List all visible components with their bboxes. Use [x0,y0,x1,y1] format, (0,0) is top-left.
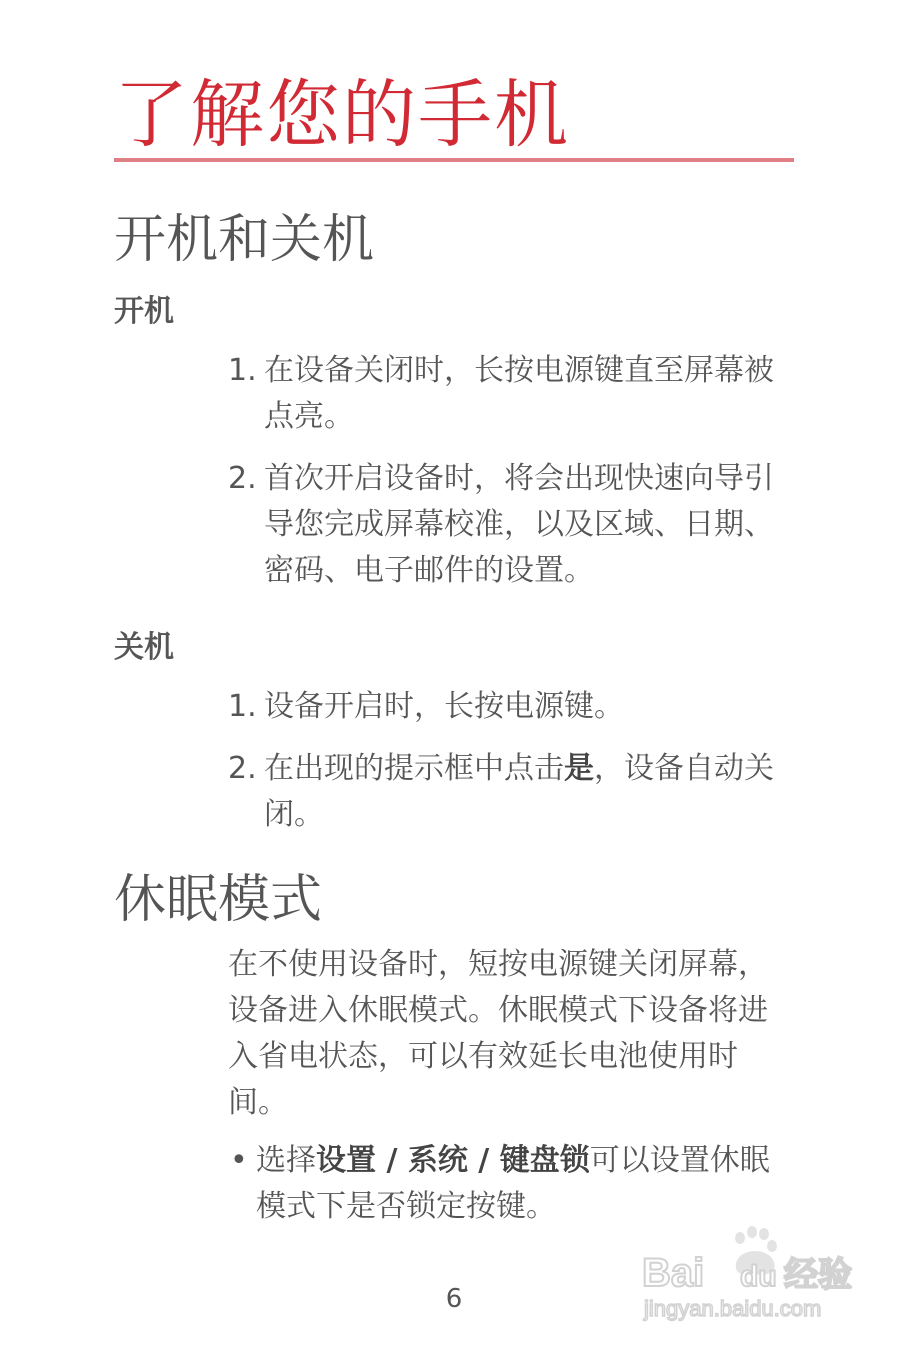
step-text: 首次开启设备时，将会出现快速向导引导您完成屏幕校准，以及区域、日期、密码、电子邮件的设置。 [264,461,774,588]
bullet-marker: • [230,1143,248,1178]
baidu-jingyan-watermark [640,1226,856,1326]
step-text-bold: 是 [564,751,594,786]
brand-du: du [740,1260,777,1293]
step-number: 1. [228,353,257,388]
sleep-description: 在不使用设备时，短按电源键关闭屏幕，设备进入休眠模式。休眠模式下设备将进入省电状态，可以有效延长电池使用时间。 [228,947,768,1120]
step-text: 设备开启时，长按电源键。 [264,689,624,724]
step-text: 在设备关闭时，长按电源键直至屏幕被点亮。 [264,353,774,434]
list-item [228,1138,788,1230]
power-on-steps [228,348,788,610]
list-item [228,456,788,594]
step-text-before: 在出现的提示框中点击 [264,751,564,786]
bullet-suffix: 可以设置休眠模式下是否锁定按键。 [256,1143,770,1224]
step-number: 1. [228,689,257,724]
brand-jingyan: 经验 [784,1255,852,1295]
settings-path: 设置 / 系统 / 键盘锁 [316,1143,590,1178]
list-item [228,684,788,730]
subheading-power-on: 开机 [114,294,174,329]
page-number: 6 [445,1284,463,1314]
step-number: 2. [228,751,257,786]
page-title: 了解您的手机 [114,72,570,158]
list-item [228,746,788,838]
section-heading-sleep: 休眠模式 [114,870,323,930]
section-heading-power: 开机和关机 [114,210,375,270]
bullet-prefix: 选择 [256,1143,316,1178]
list-item [228,348,788,440]
subheading-power-off: 关机 [114,630,174,665]
step-text-after: ，设备自动关闭。 [264,751,774,832]
power-off-steps [228,684,788,854]
brand-bai: Bai [642,1251,705,1295]
title-divider [114,158,794,162]
watermark-url: jingyan.baidu.com [644,1296,822,1321]
step-number: 2. [228,461,257,496]
